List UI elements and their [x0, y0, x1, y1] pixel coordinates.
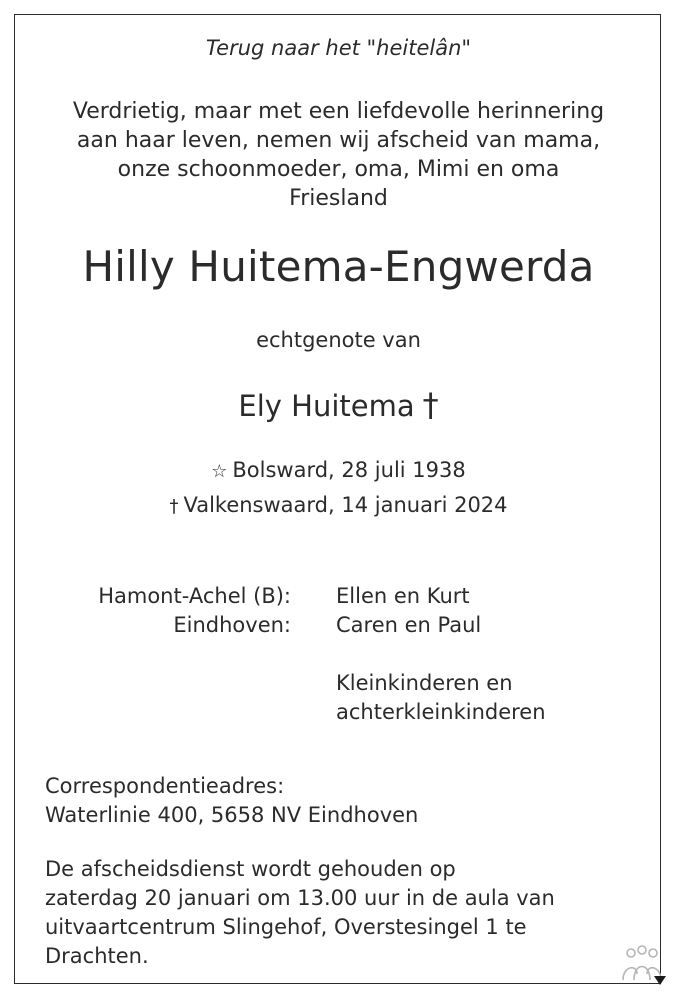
death-text: Valkenswaard, 14 januari 2024	[183, 493, 508, 517]
family-names: Caren en Paul	[336, 613, 482, 637]
people-icon[interactable]	[617, 944, 667, 988]
spouse-label: echtgenote van	[256, 328, 421, 352]
family-names: Ellen en Kurt	[336, 584, 470, 608]
dagger-icon: †	[169, 496, 179, 517]
service-line: uitvaartcentrum Slingehof, Overstesingel 1 te	[45, 915, 527, 939]
service-line: De afscheidsdienst wordt gehouden op	[45, 857, 456, 881]
spouse	[0, 386, 677, 424]
correspondence-label: Correspondentieadres:	[45, 774, 285, 798]
birth-line	[0, 458, 677, 482]
correspondence-address: Waterlinie 400, 5658 NV Eindhoven	[45, 803, 419, 827]
grandchildren-line: achterkleinkinderen	[336, 700, 546, 724]
service-line: Drachten.	[45, 944, 149, 968]
birth-text: Bolsward, 28 juli 1938	[232, 458, 466, 482]
intro-line: Verdrietig, maar met een liefdevolle herinnering	[72, 99, 605, 124]
motto: Terug naar het "heitelân"	[205, 36, 472, 60]
death-line	[0, 493, 677, 517]
cross-icon: †	[422, 386, 439, 424]
star-icon: ☆	[211, 461, 228, 482]
family-place: Eindhoven:	[173, 613, 291, 637]
correspondence	[45, 772, 418, 830]
grandchildren	[336, 669, 546, 727]
intro-text	[0, 97, 677, 213]
triangle-down-icon	[654, 976, 666, 985]
grandchildren-line: Kleinkinderen en	[336, 671, 513, 695]
intro-line: onze schoonmoeder, oma, Mimi en oma	[117, 157, 560, 182]
family-place: Hamont-Achel (B):	[98, 584, 291, 608]
intro-line: Friesland	[289, 186, 388, 211]
intro-line: aan haar leven, nemen wij afscheid van mama,	[76, 128, 601, 153]
spouse-name: Ely Huitema	[238, 389, 415, 423]
service-info	[45, 855, 555, 971]
deceased-name: Hilly Huitema-Engwerda	[82, 242, 595, 291]
service-line: zaterdag 20 januari om 13.00 uur in de aula van	[45, 886, 555, 910]
